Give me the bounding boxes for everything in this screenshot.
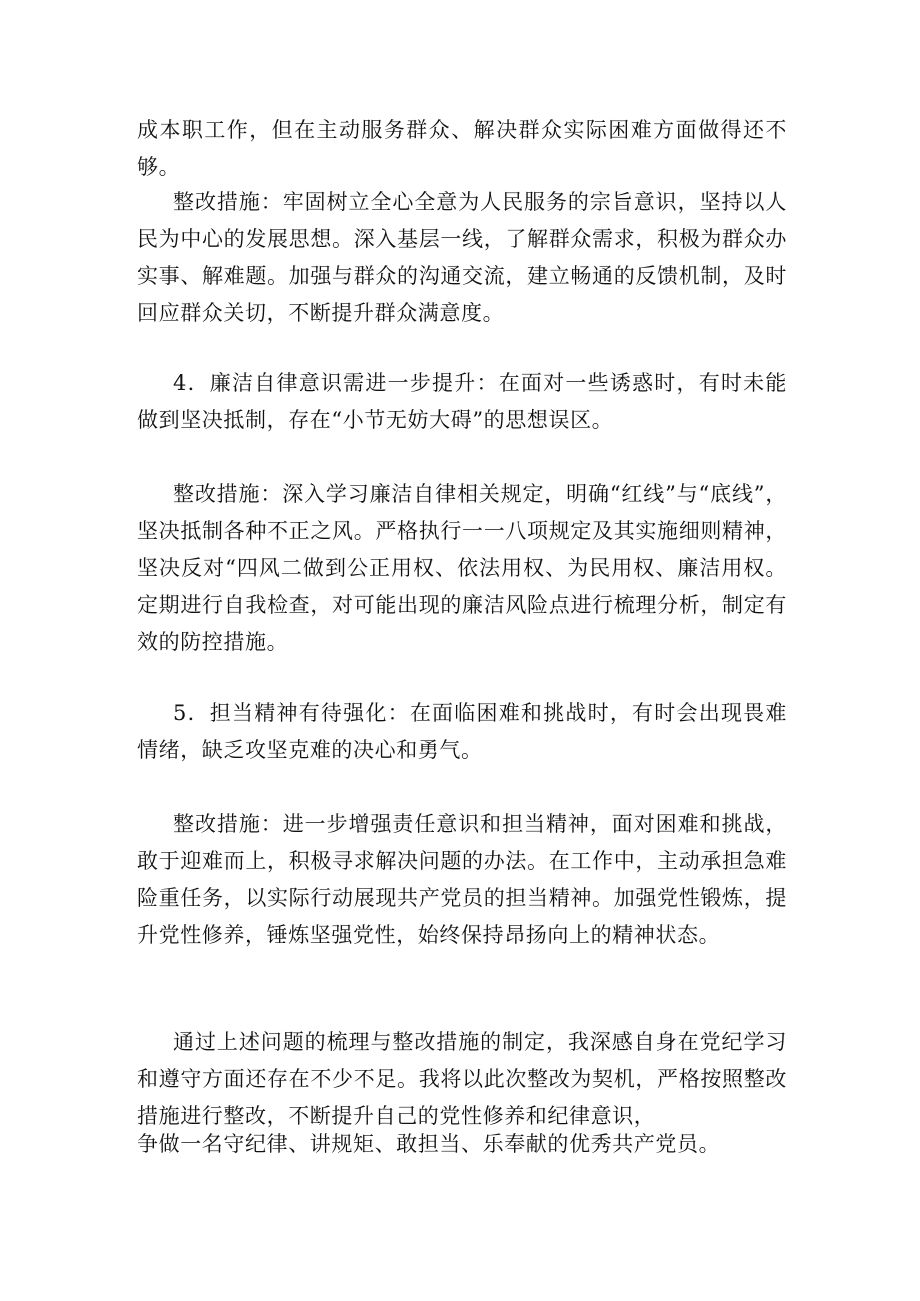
paragraph-issue-5: 5．担当精神有待强化：在面临困难和挑战时，有时会出现畏难情绪，缺乏攻坚克难的决心和勇气。 [137,701,787,762]
paragraph-rectification-3: 整改措施：牢固树立全心全意为人民服务的宗旨意识，坚持以人民为中心的发展思想。深入基层一线，了解群众需求，积极为群众办实事、解难题。加强与群众的沟通交流，建立畅通的反馈机制，及时回应群众关切，不断提升群众满意度。 [137,190,787,325]
paragraph-conclusion: 通过上述问题的梳理与整改措施的制定，我深感自身在党纪学习和遵守方面还存在不少不足。我将以此次整改为契机，严格按照整改措施进行整改，不断提升自己的党性修养和纪律意识， [137,1030,787,1128]
paragraph-rectification-5: 整改措施：进一步增强责任意识和担当精神，面对困难和挑战，敢于迎难而上，积极寻求解决问题的办法。在工作中，主动承担急难险重任务，以实际行动展现共产党员的担当精神。加强党性锻炼，提升党性修养，锤炼坚强党性，始终保持昂扬向上的精神状态。 [137,812,787,947]
paragraph-continuation: 成本职工作，但在主动服务群众、解决群众实际困难方面做得还不够。 [137,118,787,179]
paragraph-rectification-4: 整改措施：深入学习廉洁自律相关规定，明确“红线”与“底线”，坚决抵制各种不正之风。严格执行一一八项规定及其实施细则精神，坚决反对“四风二做到公正用权、依法用权、为民用权、廉洁用权。定期进行自我检查，对可能出现的廉洁风险点进行梳理分析，制定有效的防控措施。 [137,482,787,654]
paragraph-closing: 争做一名守纪律、讲规矩、敢担当、乐奉献的优秀共产党员。 [137,1132,721,1156]
paragraph-issue-4: 4．廉洁自律意识需进一步提升：在面对一些诱惑时，有时未能做到坚决抵制，存在“小节无妨大碍”的思想误区。 [137,371,787,432]
